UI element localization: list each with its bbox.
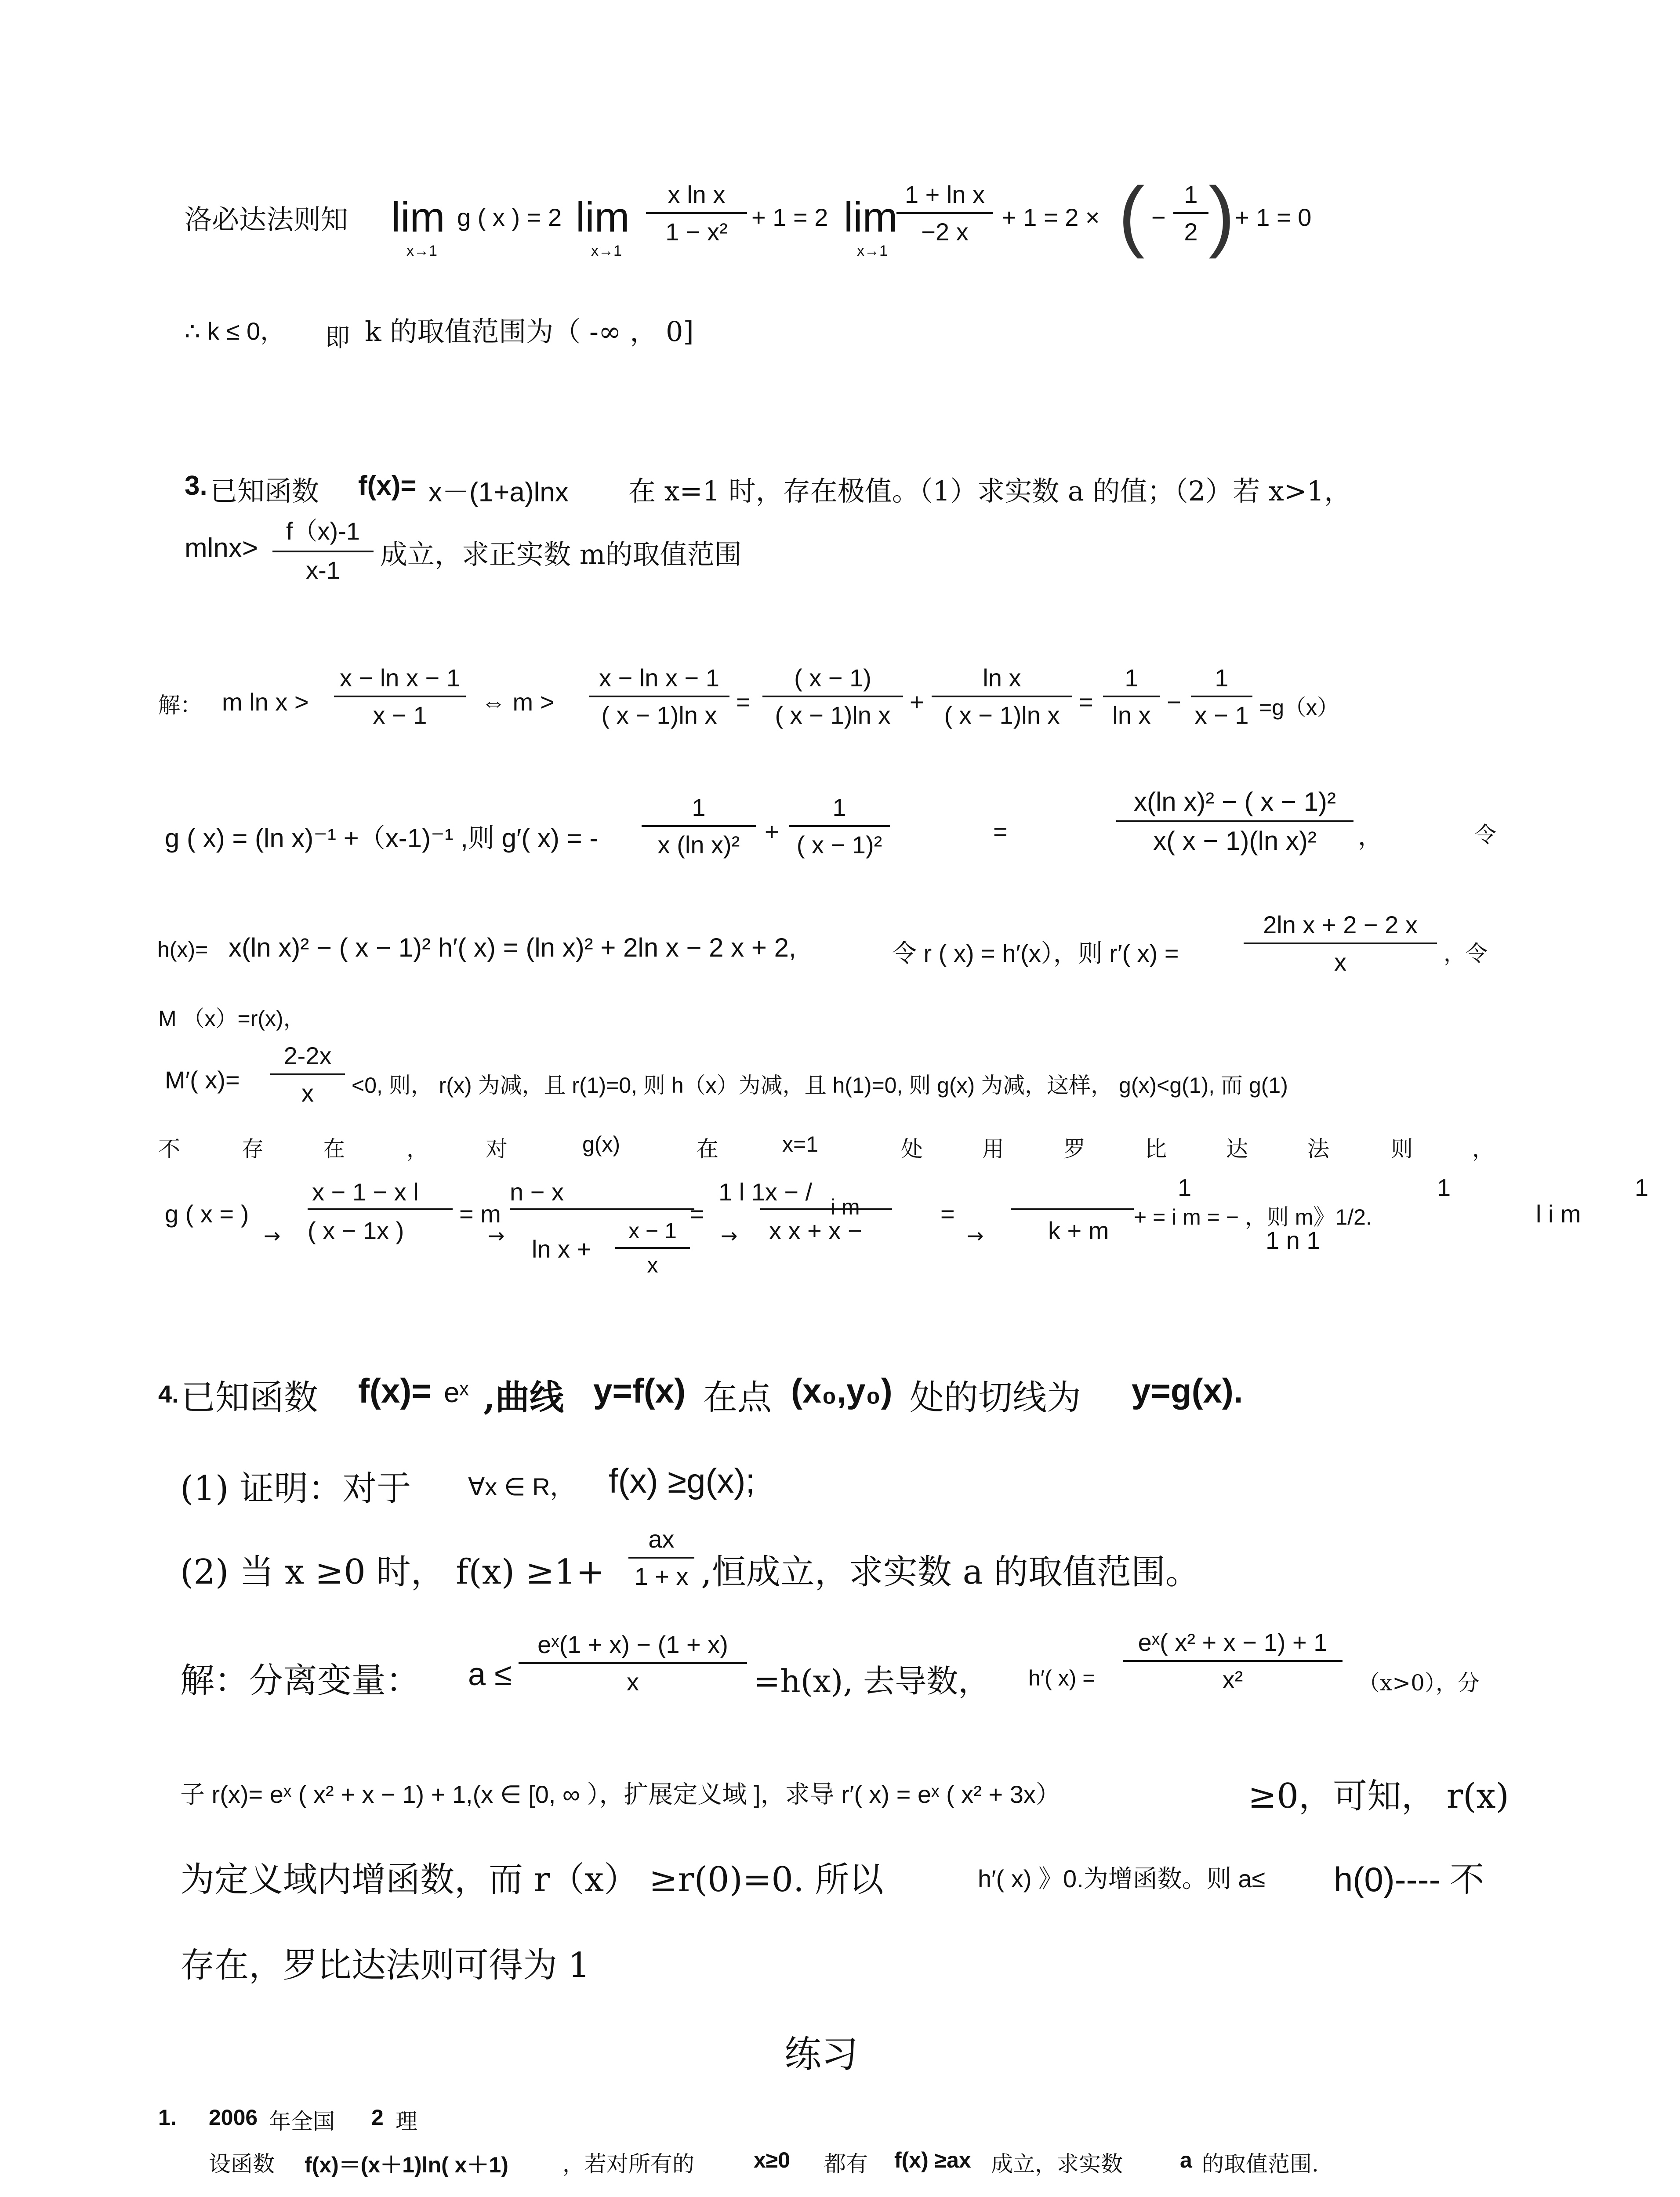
sol3-frac-3 xyxy=(762,663,903,729)
exercise-year: 2006 xyxy=(209,2105,258,2130)
spread-8: x=1 xyxy=(782,1132,819,1157)
p4-y-f: y=f(x) xyxy=(593,1371,686,1410)
fraction-bar xyxy=(1123,1660,1343,1662)
garbled-one-c: 1 xyxy=(1635,1174,1649,1201)
intro-frac-1-num: x ln x xyxy=(668,181,726,208)
sol3-frac-4-den: ( x − 1)ln x xyxy=(944,701,1060,729)
fraction-bar xyxy=(1011,1208,1134,1210)
sol3-frac-2 xyxy=(589,663,729,729)
fraction-bar xyxy=(519,1662,747,1664)
p4-gx: y=g(x). xyxy=(1132,1371,1243,1410)
garbled-one-b: 1 xyxy=(1437,1174,1451,1201)
garbled-tail: + = i m = − ，则 m》1/2. xyxy=(1134,1205,1372,1229)
exercise-li: 理 xyxy=(396,2109,417,2134)
fraction-bar xyxy=(510,1208,694,1210)
fraction-bar xyxy=(642,825,756,827)
spread-6: g(x) xyxy=(582,1132,620,1157)
therefore-k: ∴ k ≤ 0， xyxy=(185,317,285,345)
garbled-im-1: i m xyxy=(831,1195,860,1219)
fraction-bar xyxy=(789,825,890,827)
garbled-inner-num: x − 1 xyxy=(628,1218,677,1243)
exercise-q-for-all: ，若对所有的 xyxy=(562,2151,694,2177)
plus1-eq-2x: + 1 = 2 × xyxy=(1002,203,1100,231)
gprime-comma: ， xyxy=(1358,823,1382,850)
p4-number: 4. xyxy=(158,1380,179,1408)
rprime-frac-num: 2ln x + 2 − 2 x xyxy=(1263,911,1418,939)
fraction-bar xyxy=(896,212,993,214)
sol4-frac xyxy=(519,1630,747,1696)
sol3-eq2: = xyxy=(1079,688,1093,716)
p4-lead: 已知函数 xyxy=(181,1378,319,1418)
h-label: h(x)= xyxy=(157,937,208,962)
arrow-icon: → xyxy=(967,1224,984,1247)
garbled-inner-den: x xyxy=(647,1253,658,1277)
exercise-q-range: 的取值范围. xyxy=(1202,2151,1319,2177)
fraction-bar xyxy=(334,696,466,697)
arrow-icon: → xyxy=(264,1224,281,1247)
garbled-eq-2: = xyxy=(690,1200,704,1228)
p4-curve: ,曲线 xyxy=(483,1378,564,1418)
k-range: k 的取值范围为（ -∞ ， 0] xyxy=(365,315,694,348)
spread-4: ， xyxy=(406,1136,428,1162)
p4-forall: ∀x ∈ R， xyxy=(468,1473,575,1501)
exercise-heading: 练习 xyxy=(784,2033,859,2076)
intro-frac-1-den: 1 − x² xyxy=(665,218,728,246)
sol4-final: 存在，罗比达法则可得为 1 xyxy=(180,1946,590,1985)
sol4-hx: =h(x), 去导数， xyxy=(754,1663,990,1700)
exercise-q-all-have: 都有 xyxy=(824,2151,868,2177)
Mprime-label: M′( x)= xyxy=(165,1066,240,1094)
sol4-frac-2-num: eˣ( x² + x − 1) + 1 xyxy=(1138,1628,1328,1656)
fraction-bar xyxy=(932,696,1072,697)
fraction-bar xyxy=(1244,943,1437,944)
spread-9: 处 xyxy=(901,1136,923,1162)
p4-point: (x₀,y₀) xyxy=(791,1371,893,1410)
p3-number: 3. xyxy=(185,471,207,501)
sol4-a-le: a ≤ xyxy=(468,1657,512,1692)
exercise-q-a: a xyxy=(1180,2148,1192,2172)
right-paren: ) xyxy=(1208,171,1235,259)
p3-ask: 成立，求正实数 m的取值范围 xyxy=(380,538,742,570)
fraction-bar xyxy=(1191,696,1252,697)
sol4-domain: （x>0），分 xyxy=(1358,1670,1480,1696)
lim-sub-1: x→1 xyxy=(406,243,437,259)
rprime-frac xyxy=(1244,910,1437,976)
Mprime-frac-num: 2-2x xyxy=(283,1042,332,1069)
sol3-frac-1 xyxy=(334,663,466,729)
gprime-plus: + xyxy=(765,818,779,845)
fraction-bar xyxy=(615,1247,690,1249)
gprime-frac-3-den: x( x − 1)(ln x)² xyxy=(1153,826,1317,856)
intro-tail: + 1 = 0 xyxy=(1235,203,1312,231)
g-of-x: g ( x ) = 2 xyxy=(457,203,562,231)
exercise-q-holds: 成立，求实数 xyxy=(991,2151,1123,2177)
sol3-plus: + xyxy=(910,688,924,716)
sol3-frac-1-den: x − 1 xyxy=(373,701,427,729)
gprime-ling: 令 xyxy=(1474,822,1496,848)
fraction-bar xyxy=(308,1208,453,1210)
fraction-bar xyxy=(760,1208,892,1210)
sol3-frac-3-num: ( x − 1) xyxy=(794,664,871,692)
sol4-r-conclude: ≥0，可知， r(x) xyxy=(1248,1776,1509,1816)
p4-fx: f(x)= xyxy=(358,1371,432,1410)
p4-part2-frac xyxy=(628,1525,694,1591)
gprime-frac-2 xyxy=(789,793,890,859)
fraction-bar xyxy=(762,696,903,697)
p4-part2-rest: ,恒成立，求实数 a 的取值范围。 xyxy=(701,1552,1200,1592)
p3-frac xyxy=(272,512,374,584)
garbled-lim-letters: l i m xyxy=(1536,1200,1581,1228)
intro-lead: 洛必达法则知 xyxy=(185,203,348,236)
p4-part1-label: (1) 证明：对于 xyxy=(180,1469,411,1508)
sol3-frac-1-num: x − ln x − 1 xyxy=(340,664,460,692)
gprime-frac-1-den: x (ln x)² xyxy=(657,831,740,859)
spread-13: 达 xyxy=(1226,1136,1248,1162)
left-paren: ( xyxy=(1118,171,1145,259)
sol3-frac-6 xyxy=(1191,663,1252,729)
garbled-bottom-row: 1 n 1 xyxy=(1266,1226,1321,1254)
spread-16: ， xyxy=(1472,1136,1494,1162)
sol3-frac-2-den: ( x − 1)ln x xyxy=(601,701,717,729)
sol3-frac-4-num: ln x xyxy=(983,664,1021,692)
exercise-item-number: 1. xyxy=(158,2105,177,2130)
lim-sub-3: x→1 xyxy=(857,243,888,259)
lim-sub-2: x→1 xyxy=(591,243,622,259)
lim-symbol-1: lim xyxy=(391,194,445,241)
ji-char: 即 xyxy=(325,324,350,352)
garbled-den-4: k + m xyxy=(1048,1217,1109,1244)
sol3-frac-2-num: x − ln x − 1 xyxy=(599,664,719,692)
garbled-num-2: n − x xyxy=(510,1178,564,1206)
rprime-frac-den: x xyxy=(1334,948,1346,976)
p4-ex: eˣ xyxy=(444,1377,469,1408)
gprime-eq: = xyxy=(993,818,1008,845)
garbled-one-a: 1 xyxy=(1178,1174,1192,1201)
garbled-lnx: ln x + xyxy=(532,1235,591,1263)
sol3-mlnx: m ln x > xyxy=(222,688,309,716)
p3-fx: f(x)= xyxy=(358,471,417,501)
half-num: 1 xyxy=(1184,181,1198,208)
spread-11: 罗 xyxy=(1063,1136,1085,1162)
sol3-iff: ⇔ m > xyxy=(481,688,555,716)
spread-2: 存 xyxy=(242,1136,264,1162)
sol4-frac-2 xyxy=(1123,1628,1343,1694)
spread-14: 法 xyxy=(1307,1136,1329,1162)
spread-7: 在 xyxy=(697,1136,718,1162)
p3-mlnx: mlnx> xyxy=(185,533,258,563)
lim-symbol-3: lim xyxy=(844,194,898,241)
sol3-end: =g（x） xyxy=(1259,695,1339,720)
sol3-frac-5-den: ln x xyxy=(1112,701,1151,729)
garbled-inner-frac xyxy=(615,1218,690,1278)
sol4-hprime: h′( x) = xyxy=(1028,1666,1096,1690)
p4-at-point: 在点 xyxy=(703,1378,772,1418)
exercise-q-fx: f(x)＝(x＋1)ln( x＋1) xyxy=(305,2153,508,2177)
fraction-bar xyxy=(1173,212,1208,214)
fraction-bar xyxy=(1103,696,1160,697)
garbled-den-1: ( x − 1x ) xyxy=(308,1217,404,1244)
sol3-frac-4 xyxy=(932,663,1072,729)
fraction-bar xyxy=(628,1557,694,1559)
lim-symbol-2: lim xyxy=(576,194,630,241)
garbled-eq-3: = xyxy=(940,1200,955,1228)
M-def: M （x）=r(x)， xyxy=(158,1006,305,1031)
spread-3: 在 xyxy=(323,1136,345,1162)
gprime-frac-2-num: 1 xyxy=(832,794,846,821)
sol4-r-def: 子 r(x)= eˣ ( x² + x − 1) + 1,(x ∈ [0, ∞ ），扩展定义域 ]，求导 r′( x) = eˣ ( x² + 3x） xyxy=(180,1780,1060,1808)
sol4-hprime-pos: h′( x) 》0.为增函数。则 a≤ xyxy=(978,1865,1266,1892)
h-def: x(ln x)² − ( x − 1)² h′( x) = (ln x)² + 2ln x − 2 x + 2, xyxy=(229,933,796,962)
sol3-frac-5-num: 1 xyxy=(1125,664,1139,692)
fraction-bar xyxy=(589,696,729,697)
intro-frac-2-num: 1 + ln x xyxy=(904,181,985,208)
p3-cond: 在 x=1 时，存在极值。（1）求实数 a 的值；（2）若 x>1， xyxy=(628,475,1352,507)
sol3-label: 解： xyxy=(158,692,202,718)
sol3-frac-5 xyxy=(1103,663,1160,729)
intro-frac-2 xyxy=(896,180,993,246)
sol4-frac-2-den: x² xyxy=(1222,1666,1243,1693)
spread-5: 对 xyxy=(486,1136,508,1162)
garbled-den-3: x x + x − xyxy=(769,1217,862,1244)
gprime-frac-1 xyxy=(642,793,756,859)
sol3-minus: − xyxy=(1167,688,1181,716)
spread-12: 比 xyxy=(1145,1136,1167,1162)
gprime-def: g ( x) = (ln x)⁻¹ +（x-1)⁻¹ ,则 g′( x) = - xyxy=(165,823,599,853)
garbled-eq-m: = m xyxy=(459,1200,501,1228)
sol3-frac-6-num: 1 xyxy=(1215,664,1229,692)
p4-part2-frac-num: ax xyxy=(648,1525,675,1553)
arrow-icon: → xyxy=(488,1224,505,1247)
gprime-frac-1-num: 1 xyxy=(692,794,706,821)
minus-sign: − xyxy=(1151,203,1166,231)
spread-1: 不 xyxy=(158,1136,180,1162)
garbled-g: g ( x = ) xyxy=(165,1200,249,1228)
intro-frac-1 xyxy=(646,180,747,246)
fraction-bar xyxy=(270,1073,345,1075)
sol3-frac-3-den: ( x − 1)ln x xyxy=(775,701,891,729)
gprime-frac-3-num: x(ln x)² − ( x − 1)² xyxy=(1133,787,1336,816)
exercise-paper-no: 2 xyxy=(371,2105,384,2130)
Mprime-text: <0, 则， r(x) 为减，且 r(1)=0, 则 h（x）为减，且 h(1)=0, 则 g(x) 为减，这样， g(x)<g(1), 而 g(1) xyxy=(352,1073,1288,1098)
p4-part1-ineq: f(x) ≥g(x); xyxy=(609,1461,755,1500)
sol3-frac-6-den: x − 1 xyxy=(1194,701,1249,729)
fraction-bar xyxy=(646,212,747,214)
fraction-bar xyxy=(1116,820,1353,822)
plus1-eq2: + 1 = 2 xyxy=(751,203,828,231)
exercise-q-ineq: f(x) ≥ax xyxy=(894,2148,971,2172)
sol4-frac-den: x xyxy=(627,1668,639,1696)
p4-part2-label: (2) 当 x ≥0 时， f(x) ≥1+ xyxy=(180,1552,605,1592)
exercise-q-x: x≥0 xyxy=(754,2148,791,2172)
sol3-eq: = xyxy=(736,688,751,716)
sol4-label: 解：分离变量： xyxy=(180,1661,421,1700)
spread-15: 则 xyxy=(1391,1136,1413,1162)
sol4-frac-num: eˣ(1 + x) − (1 + x) xyxy=(537,1631,728,1658)
exercise-nationwide: 年全国 xyxy=(269,2109,335,2134)
half-fraction xyxy=(1173,180,1208,246)
r-def: 令 r ( x) = h′(x），则 r′( x) = xyxy=(892,939,1179,967)
sol4-increasing: 为定义域内增函数，而 r（x） ≥r(0)=0. 所以 xyxy=(180,1860,884,1900)
p4-part2-frac-den: 1 + x xyxy=(634,1563,689,1590)
p3-frac-den: x-1 xyxy=(306,556,340,584)
p4-tangent: 处的切线为 xyxy=(910,1378,1081,1418)
garbled-num-3: 1 l 1x − / xyxy=(718,1178,813,1206)
Mprime-frac-den: x xyxy=(301,1079,314,1107)
p3-func: x－(1+a)lnx xyxy=(428,477,569,508)
p3-frac-num: f（x)-1 xyxy=(286,517,360,545)
Mprime-frac xyxy=(270,1041,345,1107)
exercise-q-lead: 设函数 xyxy=(209,2151,275,2177)
gprime-frac-3 xyxy=(1116,787,1353,856)
half-den: 2 xyxy=(1184,218,1198,246)
garbled-num-1: x − 1 − x l xyxy=(312,1178,419,1206)
h-ling: ，令 xyxy=(1444,941,1488,966)
spread-10: 用 xyxy=(982,1136,1004,1162)
fraction-bar xyxy=(272,551,374,552)
gprime-frac-2-den: ( x − 1)² xyxy=(796,831,882,859)
p3-lead: 已知函数 xyxy=(210,475,319,507)
sol4-h0: h(0)---- 不 xyxy=(1334,1860,1484,1899)
arrow-icon: → xyxy=(721,1224,738,1247)
intro-frac-2-den: −2 x xyxy=(921,218,969,246)
